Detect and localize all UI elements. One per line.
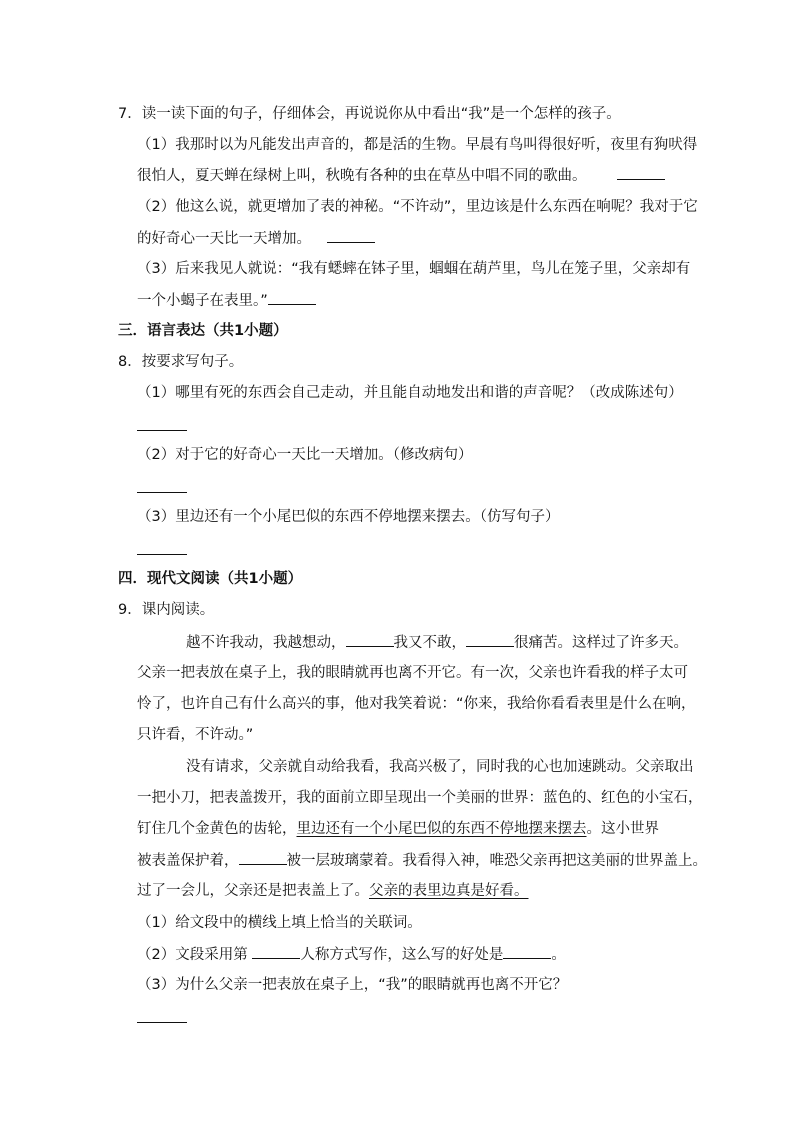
passage-p2-line-2: 一把小刀，把表盖拨开，我的面前立即呈现出一个美丽的世界：蓝色的、红色的小宝石，	[137, 790, 703, 806]
q7-answer-blank-3[interactable]	[268, 290, 316, 305]
underlined-sentence: 里边还有一个小尾巴似的东西不停地摆来摆去	[296, 821, 587, 837]
passage-blank-2[interactable]	[466, 632, 514, 647]
section-4-heading: 四．现代文阅读（共1小题）	[118, 571, 303, 587]
q8-stem: 8．按要求写句子。	[118, 354, 244, 370]
q9-item-2: （2）文段采用第 人称方式写作，这么写的好处是 。	[137, 944, 566, 965]
q9-item-3: （3）为什么父亲一把表放在桌子上，“我”的眼睛就再也离不开它？	[137, 977, 568, 993]
passage-p1-line-1: 越不许我动，我越想动， 我又不敢， 很痛苦。这样过了许多天。	[186, 632, 688, 653]
passage-p1-line-3: 怜了，也许自己有什么高兴的事，他对我笑着说：“你来，我给你看看表里是什么在响，	[137, 696, 696, 712]
passage-p2-line-4: 被表盖保护着， 被一层玻璃蒙着。我看得入神，唯恐父亲再把这美丽的世界盖上。	[137, 850, 707, 871]
q8-item-3: （3）里边还有一个小尾巴似的东西不停地摆来摆去。（仿写句子）	[137, 509, 560, 525]
passage-p1-line-2: 父亲一把表放在桌子上，我的眼睛就再也离不开它。有一次，父亲也许看我的样子太可	[137, 665, 688, 681]
q7-sentence-1-line-2: 很怕人，夏天蝉在绿树上叫，秋晚有各种的虫在草丛中唱不同的歌曲。	[137, 165, 665, 186]
passage-p1-line-4: 只许看，不许动。”	[137, 727, 254, 743]
q8-answer-line-1[interactable]	[137, 430, 187, 431]
passage-p2-line-3: 钉住几个金黄色的齿轮，里边还有一个小尾巴似的东西不停地摆来摆去。这小世界	[137, 821, 659, 837]
q8-item-2: （2）对于它的好奇心一天比一天增加。（修改病句）	[137, 447, 473, 463]
q7-sentence-1-line-1: （1）我那时以为凡能发出声音的，都是活的生物。早晨有鸟叫得很好听，夜里有狗吠得	[137, 137, 698, 153]
q7-sentence-2-line-2: 的好奇心一天比一天增加。	[137, 228, 375, 249]
q7-sentence-3-line-2: 一个小蝎子在表里。”	[137, 290, 316, 311]
passage-blank-1[interactable]	[346, 632, 394, 647]
q9-answer-line-3[interactable]	[137, 1022, 187, 1023]
q7-answer-blank-1[interactable]	[617, 165, 665, 180]
passage-p2-line-5: 过了一会儿，父亲还是把表盖上了。父亲的表里边真是好看。	[137, 883, 529, 899]
q9-item-1: （1）给文段中的横线上填上恰当的关联词。	[137, 915, 422, 931]
q8-answer-line-3[interactable]	[137, 554, 187, 555]
underlined-sentence-2: 父亲的表里边真是好看。	[369, 883, 529, 899]
q8-answer-line-2[interactable]	[137, 492, 187, 493]
passage-p2-line-1: 没有请求，父亲就自动给我看，我高兴极了，同时我的心也加速跳动。父亲取出	[186, 759, 694, 775]
q7-sentence-2-line-1: （2）他这么说，就更增加了表的神秘。“不许动”，里边该是什么东西在响呢？我对于它	[137, 199, 698, 215]
q9-blank-person[interactable]	[252, 944, 300, 959]
section-3-heading: 三．语言表达（共1小题）	[118, 323, 288, 339]
q7-sentence-3-line-1: （3）后来我见人就说：“我有蟋蟀在钵子里，蝈蝈在葫芦里，鸟儿在笼子里，父亲却有	[137, 261, 691, 277]
q9-blank-benefit[interactable]	[503, 944, 551, 959]
q9-stem: 9．课内阅读。	[118, 602, 215, 618]
q7-stem: 7．读一读下面的句子，仔细体会，再说说你从中看出“我”是一个怎样的孩子。	[118, 106, 621, 122]
q7-answer-blank-2[interactable]	[327, 228, 375, 243]
q8-item-1: （1）哪里有死的东西会自己走动，并且能自动地发出和谐的声音呢？（改成陈述句）	[137, 385, 683, 401]
passage-blank-3[interactable]	[239, 850, 287, 865]
